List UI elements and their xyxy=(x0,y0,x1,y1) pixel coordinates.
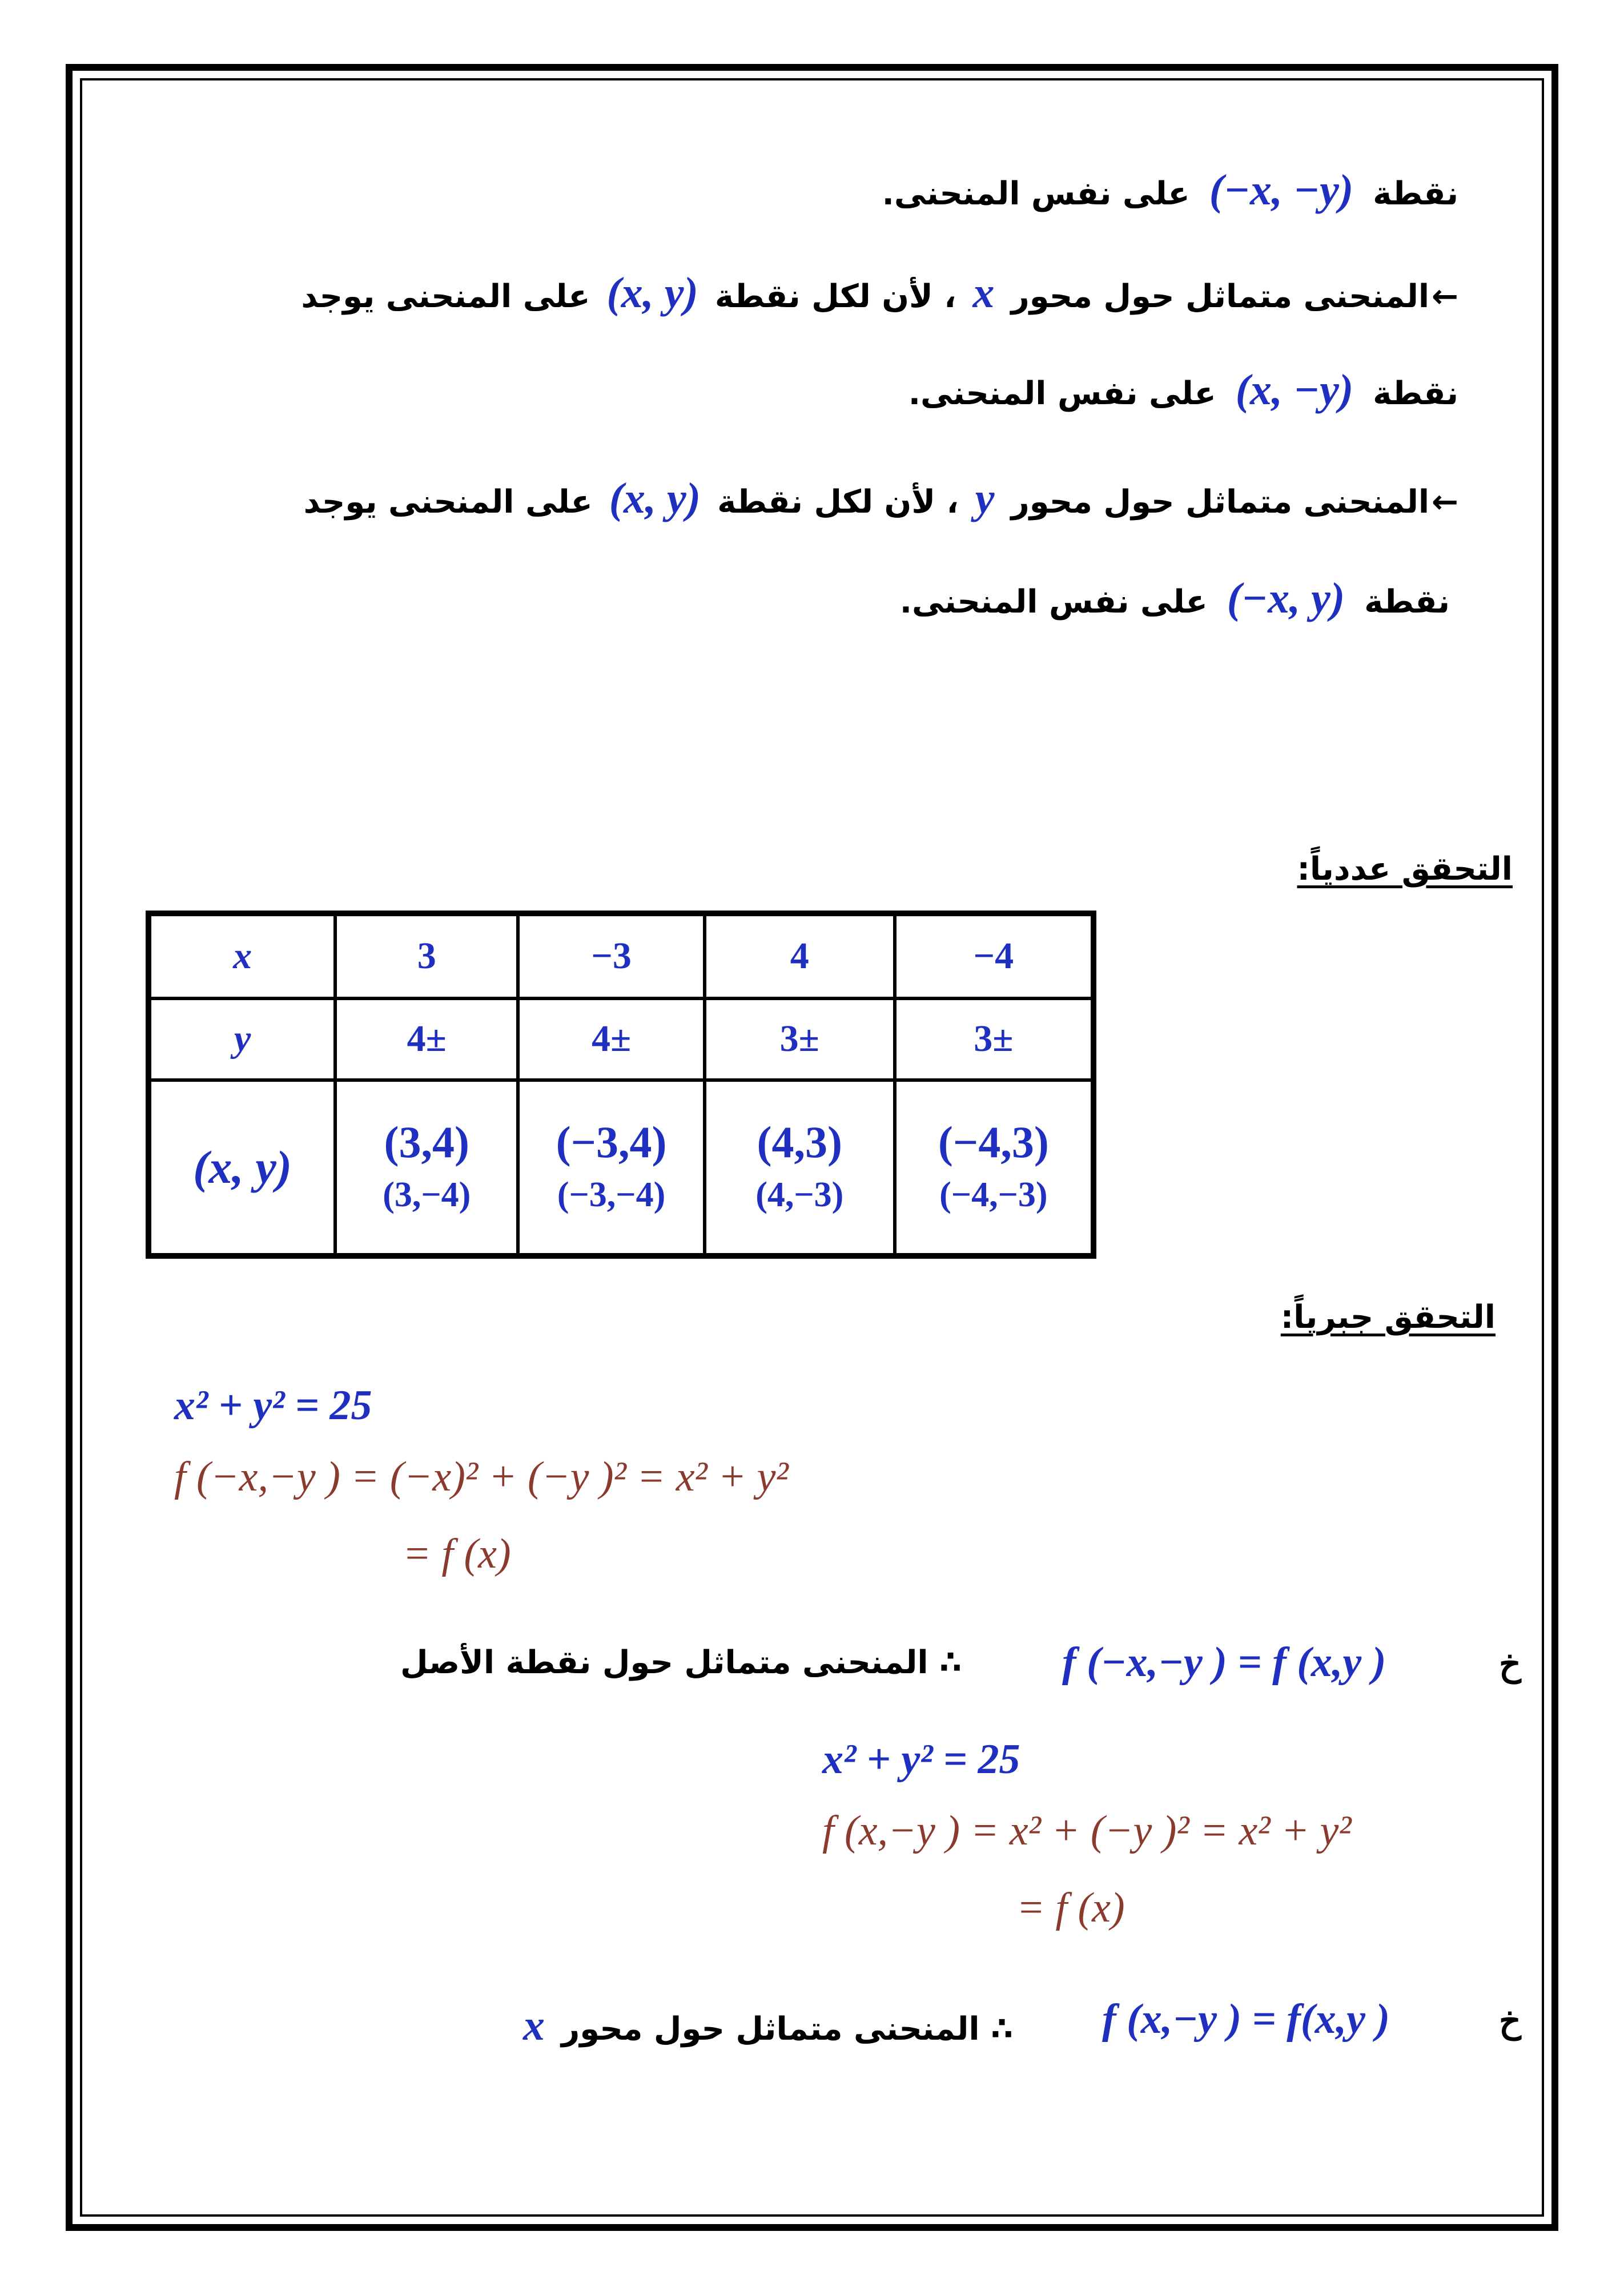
paragraph-line-1 xyxy=(882,166,1458,215)
conclusion-mark-2: خ xyxy=(1499,2002,1521,2040)
table-cell: 3 xyxy=(335,913,518,998)
word-point: نقطة xyxy=(1373,175,1458,212)
math-point: (x, y) xyxy=(609,474,701,522)
table-cell xyxy=(705,1080,895,1256)
numeric-check-heading: التحقق عددياً: xyxy=(1297,851,1513,888)
math-point: (x, −y) xyxy=(1235,366,1354,414)
table-cell: 4± xyxy=(335,998,518,1081)
table-cell: 3± xyxy=(895,998,1094,1081)
math-point: (−x, y) xyxy=(1227,574,1345,622)
equation-f-x-neg-y: f (x,−y ) = x² + (−y )² = x² + y² xyxy=(822,1807,1352,1854)
table-header-y: y xyxy=(148,998,335,1081)
table-cell: −4 xyxy=(895,913,1094,998)
paragraph-line-5 xyxy=(900,574,1450,623)
math-point: (−x, −y) xyxy=(1209,166,1354,214)
arrow-glyph: ← xyxy=(1432,484,1458,521)
pair-positive: (3,4) xyxy=(384,1117,469,1167)
pair-negative: (−4,−3) xyxy=(939,1175,1048,1214)
text-same-curve: على نفس المنحنى. xyxy=(908,375,1216,412)
conclusion-mark-1: خ xyxy=(1499,1645,1521,1683)
text-symmetric-axis: المنحنى متماثل حول محور xyxy=(1011,484,1430,521)
table-cell: 4± xyxy=(518,998,704,1081)
conclusion-math-1: f (−x,−y ) = f (x,y ) xyxy=(1062,1639,1386,1686)
equation-circle-1: x² + y² = 25 xyxy=(174,1382,372,1429)
table-cell xyxy=(518,1080,704,1256)
table-cell: −3 xyxy=(518,913,704,998)
pair-negative: (4,−3) xyxy=(755,1175,844,1214)
equation-f-neg-x-neg-y: f (−x,−y ) = (−x)² + (−y )² = x² + y² xyxy=(174,1453,789,1500)
table-row-x xyxy=(148,913,1094,998)
equation-circle-2: x² + y² = 25 xyxy=(822,1736,1020,1783)
pair-positive: (4,3) xyxy=(757,1117,842,1167)
pair-positive: (−3,4) xyxy=(556,1117,667,1167)
pair-negative: (3,−4) xyxy=(383,1175,471,1214)
text-because: ، لأن لكل نقطة xyxy=(717,484,959,521)
math-var: x xyxy=(523,2001,545,2049)
table-cell xyxy=(895,1080,1094,1256)
text-symmetric-axis: المنحنى متماثل حول محور xyxy=(1011,278,1430,315)
table-header-x: x xyxy=(148,913,335,998)
arrow-glyph: ← xyxy=(1432,278,1458,315)
word-point: نقطة xyxy=(1373,375,1458,412)
table-cell xyxy=(335,1080,518,1256)
table-header-pair: (x, y) xyxy=(148,1080,335,1256)
algebraic-check-heading: التحقق جبرياً: xyxy=(1280,1299,1496,1336)
word-point: نقطة xyxy=(1364,583,1450,621)
pair-positive: (−4,3) xyxy=(938,1117,1049,1167)
math-point: (x, y) xyxy=(606,269,698,317)
text-because: ، لأن لكل نقطة xyxy=(714,278,956,315)
math-var: x xyxy=(972,269,995,317)
conclusion-line-x-axis xyxy=(523,2001,1013,2051)
conclusion-math-2: f (x,−y ) = f(x,y ) xyxy=(1102,1996,1390,2043)
equation-equals-f-x-1: = f (x) xyxy=(403,1530,511,1577)
table-row-pairs xyxy=(148,1080,1094,1256)
text-exists: على المنحنى يوجد xyxy=(301,278,590,315)
text-exists: على المنحنى يوجد xyxy=(303,484,593,521)
math-var: y xyxy=(975,474,995,522)
paragraph-line-2 xyxy=(301,268,1458,318)
paragraph-line-3 xyxy=(909,365,1458,415)
equation-equals-f-x-2: = f (x) xyxy=(1016,1884,1125,1931)
conclusion-text-origin: ∴ المنحنى متماثل حول نقطة الأصل xyxy=(400,1644,962,1681)
paragraph-line-4 xyxy=(304,474,1458,523)
table-cell: 4 xyxy=(705,913,895,998)
pair-negative: (−3,−4) xyxy=(557,1175,666,1214)
conclusion-text-x-axis: ∴ المنحنى متماثل حول محور xyxy=(561,2011,1013,2048)
text-same-curve: على نفس المنحنى. xyxy=(882,175,1190,212)
text-same-curve: على نفس المنحنى. xyxy=(899,583,1208,621)
table-row-y xyxy=(148,998,1094,1081)
numeric-table xyxy=(146,911,1096,1259)
table-cell: 3± xyxy=(705,998,895,1081)
